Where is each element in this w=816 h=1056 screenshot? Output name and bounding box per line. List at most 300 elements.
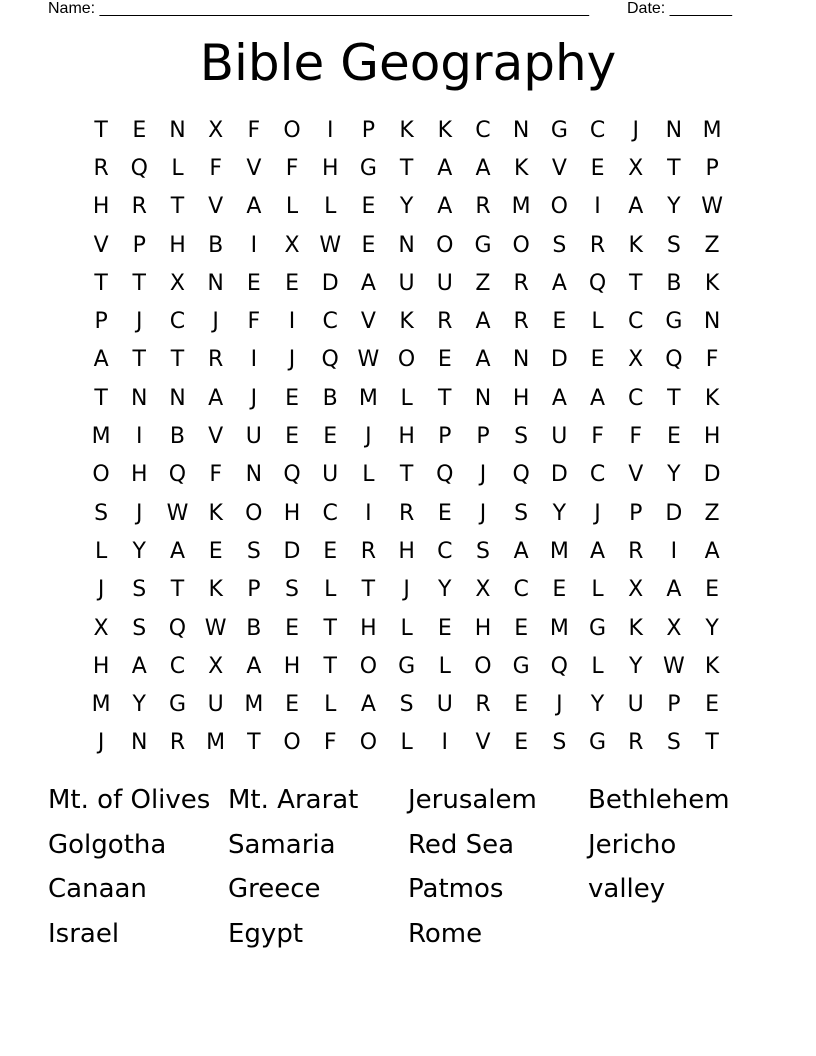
grid-letter: Q <box>130 155 148 181</box>
grid-letter: C <box>589 117 606 143</box>
grid-letter: I <box>594 194 601 220</box>
grid-letter: G <box>398 653 416 679</box>
grid-letter: I <box>326 117 334 143</box>
grid-letter: T <box>170 347 185 373</box>
grid-letter: O <box>550 194 568 220</box>
grid-letter: U <box>207 692 224 718</box>
grid-letter: O <box>283 117 301 143</box>
grid-letter: M <box>91 692 111 718</box>
grid-letter: E <box>285 385 299 411</box>
grid-letter: E <box>666 424 681 450</box>
grid-letter: Y <box>399 194 414 220</box>
grid-letter: J <box>97 730 105 756</box>
grid-row <box>82 685 732 723</box>
grid-letter: L <box>591 653 604 679</box>
grid-letter: S <box>132 615 147 641</box>
grid-letter: H <box>131 462 148 488</box>
grid-letter: Q <box>283 462 301 488</box>
grid-letter: A <box>246 194 262 220</box>
grid-row <box>82 111 732 149</box>
grid-letter: S <box>666 730 681 756</box>
grid-letter: L <box>171 155 184 181</box>
grid-row <box>82 417 732 455</box>
grid-letter: N <box>665 117 683 143</box>
grid-letter: R <box>475 194 491 220</box>
grid-letter: R <box>360 538 377 564</box>
grid-letter: R <box>475 692 491 718</box>
grid-letter: N <box>398 232 415 258</box>
grid-letter: P <box>438 424 452 450</box>
grid-letter: L <box>324 577 337 603</box>
grid-letter: A <box>551 270 567 296</box>
grid-letter: H <box>283 653 301 679</box>
grid-letter: O <box>474 653 492 679</box>
grid-letter: X <box>93 615 109 641</box>
grid-letter: S <box>552 232 567 258</box>
grid-letter: T <box>132 347 146 373</box>
grid-letter: F <box>323 730 337 756</box>
grid-letter: S <box>666 232 681 258</box>
grid-letter: S <box>285 577 300 603</box>
grid-letter: O <box>397 347 416 373</box>
grid-letter: L <box>324 194 337 220</box>
grid-letter: I <box>670 538 678 564</box>
grid-letter: N <box>207 270 224 296</box>
grid-letter: Q <box>512 462 530 488</box>
grid-letter: D <box>665 500 683 526</box>
grid-letter: T <box>94 117 108 143</box>
grid-letter: F <box>209 462 222 488</box>
grid-letter: U <box>436 270 453 296</box>
name-field-label: Name: _______________________________________________________ <box>48 0 589 17</box>
grid-letter: K <box>704 385 720 411</box>
grid-letter: A <box>131 653 147 679</box>
grid-letter: A <box>475 347 491 373</box>
grid-letter: T <box>94 270 108 296</box>
grid-letter: V <box>93 232 109 258</box>
grid-letter: K <box>437 117 452 143</box>
grid-letter: L <box>362 462 375 488</box>
grid-letter: P <box>132 232 146 258</box>
grid-letter: L <box>324 692 337 718</box>
grid-row <box>82 149 732 187</box>
word-list-item: Egypt <box>228 918 304 949</box>
grid-letter: G <box>168 692 186 718</box>
grid-letter: C <box>628 385 644 411</box>
grid-letter: A <box>360 692 376 718</box>
grid-letter: X <box>628 577 644 603</box>
grid-letter: S <box>246 538 261 564</box>
grid-letter: Q <box>550 653 568 679</box>
grid-letter: A <box>666 577 682 603</box>
grid-letter: T <box>132 270 146 296</box>
grid-letter: J <box>212 309 219 335</box>
grid-letter: P <box>94 309 108 335</box>
grid-letter: S <box>94 500 109 526</box>
grid-letter: J <box>250 385 258 411</box>
grid-letter: R <box>169 730 186 756</box>
grid-letter: K <box>704 270 720 296</box>
grid-letter: W <box>204 615 227 641</box>
grid-letter: G <box>589 615 607 641</box>
grid-letter: D <box>703 462 721 488</box>
grid-letter: T <box>361 577 376 603</box>
grid-letter: X <box>169 270 185 296</box>
grid-letter: A <box>590 385 606 411</box>
grid-letter: V <box>475 730 491 756</box>
grid-letter: Y <box>132 538 146 564</box>
grid-letter: G <box>359 155 377 181</box>
word-list-item: Samaria <box>228 829 336 860</box>
grid-letter: C <box>475 117 491 143</box>
grid-letter: K <box>628 232 643 258</box>
grid-letter: E <box>437 615 452 641</box>
word-search-grid <box>82 111 732 762</box>
grid-letter: E <box>285 424 299 450</box>
grid-letter: C <box>169 653 186 679</box>
grid-letter: R <box>398 500 415 526</box>
grid-letter: S <box>552 730 567 756</box>
grid-letter: K <box>399 117 414 143</box>
grid-letter: E <box>132 117 147 143</box>
grid-letter: J <box>365 424 372 450</box>
grid-letter: H <box>512 385 530 411</box>
grid-letter: X <box>628 347 644 373</box>
grid-letter: E <box>705 577 720 603</box>
grid-letter: N <box>169 117 186 143</box>
grid-letter: U <box>398 270 415 296</box>
grid-letter: Y <box>590 692 605 718</box>
grid-row <box>82 609 732 647</box>
word-list-item: valley <box>588 874 666 904</box>
grid-letter: H <box>474 615 492 641</box>
grid-letter: Q <box>588 270 607 296</box>
grid-letter: T <box>628 270 643 296</box>
grid-letter: U <box>322 462 339 488</box>
grid-row <box>82 226 732 264</box>
grid-letter: I <box>288 309 296 335</box>
grid-letter: R <box>628 538 644 564</box>
grid-letter: H <box>360 615 377 641</box>
grid-letter: O <box>245 500 263 526</box>
word-list-item: Patmos <box>408 874 504 904</box>
grid-letter: G <box>550 117 568 143</box>
grid-letter: W <box>166 500 189 526</box>
grid-letter: K <box>208 577 223 603</box>
grid-letter: Y <box>132 692 146 718</box>
grid-row <box>82 341 732 379</box>
grid-row <box>82 571 732 609</box>
grid-letter: I <box>441 730 449 756</box>
grid-letter: E <box>514 615 529 641</box>
grid-letter: E <box>285 270 299 296</box>
grid-letter: B <box>322 385 338 411</box>
grid-letter: L <box>285 194 299 220</box>
grid-letter: K <box>399 309 414 335</box>
grid-letter: E <box>323 424 338 450</box>
grid-letter: E <box>361 232 376 258</box>
grid-letter: A <box>93 347 109 373</box>
grid-letter: Q <box>168 615 187 641</box>
grid-letter: R <box>628 730 644 756</box>
grid-row <box>82 264 732 302</box>
grid-letter: O <box>92 462 110 488</box>
word-list-item: Jericho <box>588 829 677 860</box>
grid-row <box>82 494 732 532</box>
grid-letter: X <box>666 615 682 641</box>
grid-letter: B <box>246 615 262 641</box>
grid-letter: Y <box>667 194 681 220</box>
grid-row <box>82 188 732 226</box>
grid-letter: E <box>514 692 529 718</box>
grid-letter: T <box>667 385 681 411</box>
grid-letter: M <box>244 692 264 718</box>
grid-letter: S <box>514 424 529 450</box>
grid-letter: L <box>591 577 604 603</box>
grid-letter: M <box>358 385 378 411</box>
grid-letter: E <box>552 577 567 603</box>
word-list-item: Red Sea <box>408 829 515 860</box>
grid-letter: O <box>359 653 378 679</box>
grid-letter: B <box>208 232 224 258</box>
grid-letter: C <box>322 500 338 526</box>
grid-letter: R <box>437 309 453 335</box>
grid-letter: W <box>663 653 685 679</box>
grid-letter: J <box>479 500 487 526</box>
grid-row <box>82 302 732 340</box>
grid-letter: O <box>359 730 378 756</box>
grid-letter: E <box>323 538 338 564</box>
grid-letter: Y <box>552 500 567 526</box>
grid-letter: X <box>208 653 224 679</box>
grid-letter: H <box>703 424 721 450</box>
grid-letter: T <box>399 155 414 181</box>
grid-letter: A <box>360 270 376 296</box>
grid-letter: J <box>136 309 143 335</box>
grid-letter: Y <box>628 653 643 679</box>
grid-letter: X <box>628 155 644 181</box>
grid-letter: K <box>208 500 223 526</box>
date-field-label: Date: _______ <box>627 0 732 17</box>
grid-letter: M <box>549 538 569 564</box>
page-title: Bible Geography <box>199 34 617 92</box>
grid-letter: I <box>365 500 372 526</box>
grid-letter: A <box>437 155 453 181</box>
grid-letter: J <box>403 577 410 603</box>
grid-letter: S <box>132 577 147 603</box>
grid-letter: T <box>705 730 719 756</box>
grid-letter: M <box>206 730 226 756</box>
grid-letter: B <box>666 270 682 296</box>
grid-letter: T <box>323 615 337 641</box>
grid-letter: P <box>361 117 376 143</box>
grid-letter: T <box>438 385 452 411</box>
grid-letter: Q <box>665 347 683 373</box>
grid-letter: L <box>438 653 451 679</box>
grid-row <box>82 724 732 762</box>
grid-letter: V <box>208 424 224 450</box>
grid-letter: W <box>357 347 380 373</box>
word-list-item: Mt. Ararat <box>228 785 359 815</box>
grid-letter: A <box>628 194 644 220</box>
grid-letter: E <box>285 615 299 641</box>
grid-letter: G <box>474 232 492 258</box>
grid-letter: V <box>360 309 376 335</box>
grid-letter: P <box>667 692 681 718</box>
grid-letter: F <box>705 347 719 373</box>
grid-letter: K <box>513 155 529 181</box>
grid-letter: H <box>169 232 186 258</box>
grid-letter: V <box>208 194 224 220</box>
grid-letter: A <box>475 309 491 335</box>
grid-letter: T <box>247 730 261 756</box>
grid-letter: J <box>556 692 563 718</box>
grid-letter: A <box>551 385 567 411</box>
grid-letter: C <box>437 538 453 564</box>
grid-letter: V <box>246 155 262 181</box>
grid-letter: L <box>591 309 604 335</box>
grid-letter: E <box>705 692 720 718</box>
grid-letter: S <box>514 500 529 526</box>
grid-letter: E <box>437 347 452 373</box>
grid-letter: S <box>475 538 490 564</box>
grid-letter: P <box>247 577 261 603</box>
grid-letter: V <box>628 462 644 488</box>
grid-letter: H <box>398 538 415 564</box>
grid-letter: H <box>398 424 415 450</box>
grid-letter: B <box>169 424 186 450</box>
grid-letter: R <box>513 270 529 296</box>
grid-letter: A <box>169 538 185 564</box>
grid-letter: Y <box>705 615 719 641</box>
grid-letter: F <box>247 117 261 143</box>
grid-letter: X <box>208 117 224 143</box>
grid-letter: E <box>361 194 376 220</box>
grid-letter: M <box>91 424 111 450</box>
grid-row <box>82 647 732 685</box>
grid-letter: F <box>209 155 222 181</box>
grid-letter: N <box>474 385 492 411</box>
grid-letter: G <box>512 653 530 679</box>
word-list-item: Mt. of Olives <box>48 785 211 815</box>
grid-letter: J <box>632 117 639 143</box>
grid-letter: X <box>284 232 300 258</box>
grid-letter: T <box>323 653 337 679</box>
grid-letter: E <box>590 155 605 181</box>
grid-letter: T <box>170 577 185 603</box>
grid-letter: N <box>245 462 263 488</box>
grid-letter: W <box>701 194 723 220</box>
grid-letter: N <box>703 309 721 335</box>
grid-letter: O <box>512 232 530 258</box>
grid-letter: C <box>513 577 529 603</box>
grid-letter: G <box>665 309 683 335</box>
grid-letter: K <box>704 653 720 679</box>
grid-letter: T <box>170 194 185 220</box>
grid-letter: R <box>513 309 529 335</box>
grid-letter: P <box>705 155 719 181</box>
grid-letter: L <box>400 730 413 756</box>
grid-letter: E <box>590 347 605 373</box>
grid-letter: E <box>552 309 567 335</box>
grid-letter: I <box>136 424 143 450</box>
grid-letter: D <box>283 538 301 564</box>
grid-letter: T <box>667 155 681 181</box>
grid-row <box>82 532 732 570</box>
grid-letter: L <box>400 615 413 641</box>
grid-letter: Y <box>667 462 681 488</box>
grid-letter: O <box>283 730 301 756</box>
grid-letter: Z <box>704 232 720 258</box>
grid-letter: E <box>246 270 261 296</box>
grid-letter: L <box>400 385 413 411</box>
word-list-item: Rome <box>408 918 483 949</box>
grid-letter: Q <box>321 347 339 373</box>
grid-letter: M <box>511 194 531 220</box>
grid-letter: R <box>131 194 147 220</box>
grid-letter: U <box>551 424 568 450</box>
grid-letter: D <box>321 270 339 296</box>
grid-letter: E <box>514 730 529 756</box>
grid-letter: W <box>319 232 342 258</box>
grid-letter: H <box>92 194 110 220</box>
grid-letter: O <box>436 232 454 258</box>
grid-letter: R <box>208 347 224 373</box>
grid-letter: J <box>594 500 601 526</box>
grid-letter: K <box>628 615 643 641</box>
grid-letter: Z <box>475 270 491 296</box>
grid-letter: E <box>285 692 299 718</box>
grid-letter: N <box>512 117 530 143</box>
word-list-item: Canaan <box>48 874 147 904</box>
grid-letter: D <box>550 347 568 373</box>
grid-letter: E <box>208 538 223 564</box>
grid-letter: Y <box>438 577 452 603</box>
grid-letter: A <box>513 538 529 564</box>
grid-letter: I <box>250 232 258 258</box>
grid-letter: T <box>94 385 108 411</box>
grid-letter: N <box>131 730 148 756</box>
grid-letter: F <box>629 424 643 450</box>
grid-letter: R <box>93 155 109 181</box>
grid-letter: E <box>437 500 452 526</box>
grid-letter: D <box>550 462 568 488</box>
grid-letter: J <box>479 462 487 488</box>
grid-letter: N <box>131 385 148 411</box>
grid-letter: U <box>627 692 644 718</box>
grid-letter: N <box>512 347 530 373</box>
grid-letter: A <box>437 194 453 220</box>
grid-letter: L <box>94 538 108 564</box>
grid-letter: J <box>136 500 143 526</box>
grid-letter: Z <box>704 500 720 526</box>
grid-letter: R <box>589 232 606 258</box>
grid-letter: V <box>551 155 567 181</box>
grid-letter: A <box>475 155 491 181</box>
grid-letter: C <box>322 309 338 335</box>
grid-letter: P <box>476 424 490 450</box>
word-list-item: Bethlehem <box>588 785 730 815</box>
grid-letter: U <box>436 692 453 718</box>
word-list-item: Golgotha <box>48 829 167 860</box>
grid-letter: N <box>169 385 186 411</box>
grid-letter: A <box>208 385 224 411</box>
grid-letter: M <box>702 117 722 143</box>
word-list-item: Greece <box>228 874 321 904</box>
grid-letter: H <box>321 155 339 181</box>
grid-letter: J <box>97 577 105 603</box>
word-list-item: Jerusalem <box>408 785 537 815</box>
